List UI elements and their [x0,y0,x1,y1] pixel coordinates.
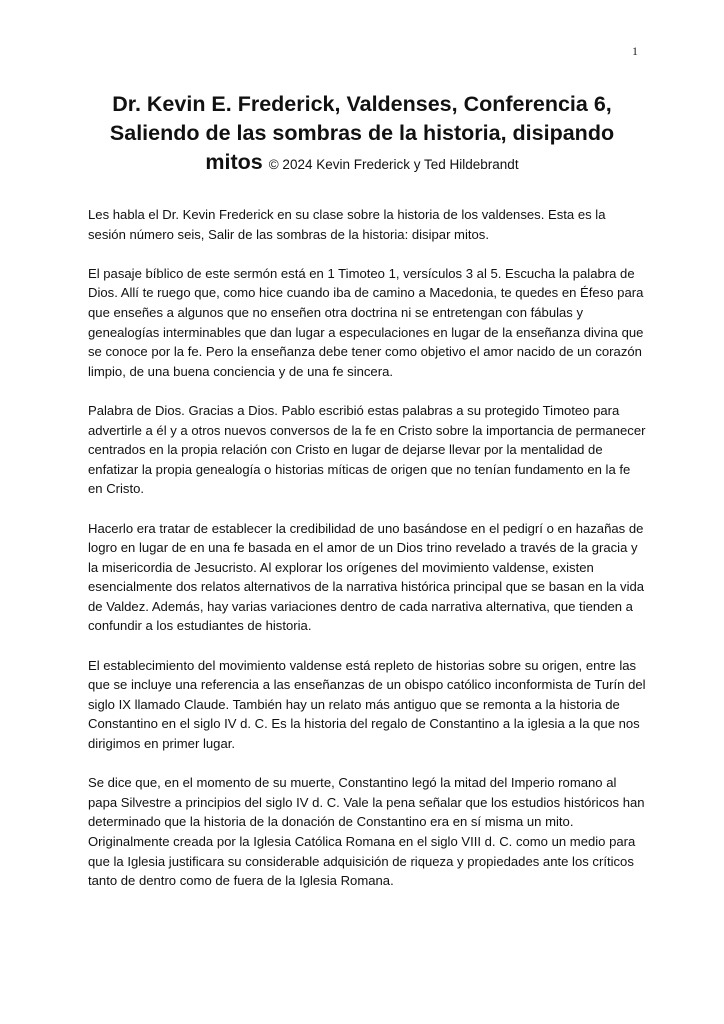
paragraph-origins: Hacerlo era tratar de establecer la credibilidad de uno basándose en el pedigrí o en hazañas de logro en lugar de en una fe basada en el amor de un Dios trino revelado a través de la gracia y la misericordia de Jesucristo. Al explorar los orígenes del movimiento valdense, existen esencialmente dos relatos alternativos de la narrativa histórica principal que se basan en la vida de Valdez. Además, hay varias variaciones dentro de cada narrativa alternativa, que tienden a confundir a los estudiantes de historia. [88,520,645,634]
paragraph-establishment: El establecimiento del movimiento valdense está repleto de historias sobre su origen, entre las que se incluye una referencia a las enseñanzas de un obispo católico inconformista de Turín del siglo IX llamado Claude. También hay un relato más antiguo que se remonta a la historia de Constantino en el siglo IV d. C. Es la historia del regalo de Constantino a la iglesia a la que nos dirigimos en primer lugar. [88,657,646,752]
paragraph-intro: Les habla el Dr. Kevin Frederick en su clase sobre la historia de los valdenses. Esta es la sesión número seis, Salir de las sombras de la historia: disipar mitos. [88,207,606,242]
paragraph-scripture: El pasaje bíblico de este sermón está en 1 Timoteo 1, versículos 3 al 5. Escucha la palabra de Dios. Allí te ruego que, como hice cuando iba de camino a Macedonia, te quedes en Éfeso para que enseñes a algunos que no enseñen otra doctrina ni se entretengan con fábulas y genealogías interminables que dan lugar a especulaciones en lugar de la enseñanza divina que se conoce por la fe. Pero la enseñanza debe tener como objetivo el amor nacido de un corazón limpio, de una buena conciencia y de una fe sincera. [88,265,644,379]
title-main: Dr. Kevin E. Frederick, Valdenses, Conferencia 6, Saliendo de las sombras de la historia, disipando mitos [109,92,615,174]
paragraph-paul-timothy: Palabra de Dios. Gracias a Dios. Pablo escribió estas palabras a su protegido Timoteo para advertirle a él y a otros nuevos conversos de la fe en Cristo sobre la importancia de permanecer centrados en la propia relación con Cristo en lugar de dejarse llevar por la mentalidad de enfatizar la propia genealogía o historias míticas de origen que no tenían fundamento en la fe en Cristo. [88,402,646,497]
paragraph-constantine: Se dice que, en el momento de su muerte, Constantino legó la mitad del Imperio romano al papa Silvestre a principios del siglo IV d. C. Vale la pena señalar que los estudios históricos han determinado que la historia de la donación de Constantino era en sí misma un mito. Originalmente creada por la Iglesia Católica Romana en el siglo VIII d. C. como un medio para que la Iglesia justificara su considerable adquisición de riqueza y propiedades ante los críticos tanto de dentro como de fuera de la Iglesia Romana. [88,775,645,889]
document-title [88,90,636,179]
page-number: 1 [632,44,638,58]
title-copyright: © 2024 Kevin Frederick y Ted Hildebrandt [268,157,519,172]
document-body [88,205,646,910]
